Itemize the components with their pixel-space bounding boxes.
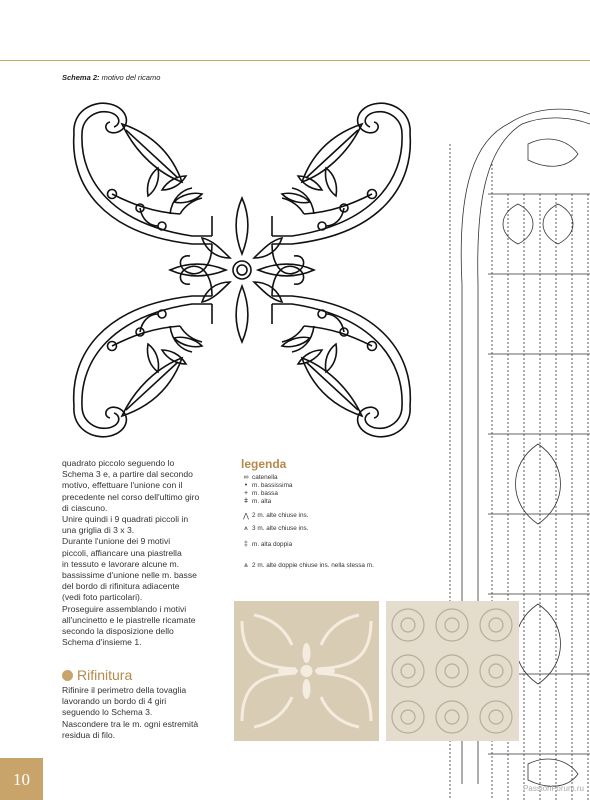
legend-label: 2 m. alte doppie chiuse ins. nella stessa m.: [252, 562, 374, 569]
legend-item: [240, 474, 278, 481]
body-line: secondo la disposizione dello: [62, 626, 174, 637]
finishing-text: [62, 685, 222, 741]
slip-stitch-icon: •: [244, 482, 248, 489]
treble-crochet-icon: ‡: [244, 541, 248, 548]
finishing-line: residua di filo.: [62, 729, 116, 740]
section-title: [62, 667, 132, 683]
body-line: quadrato piccolo seguendo lo: [62, 458, 175, 468]
legend-item: [240, 490, 278, 497]
body-line: una griglia di 3 x 3.: [62, 525, 135, 536]
double-crochet-icon: ǂ: [243, 498, 249, 505]
legend-item: [240, 541, 292, 548]
body-line: Schema 3 e, a partire dal secondo: [62, 469, 193, 480]
body-line: bassissime d'unione nelle m. basse: [62, 570, 197, 581]
page-number: 10: [13, 770, 30, 789]
body-line: di ciascuno.: [62, 502, 108, 513]
finishing-line: lavorando un bordo di 4 giri: [62, 696, 167, 707]
body-line: (vedi foto particolari).: [62, 592, 143, 603]
tr2tog-icon: ⩓: [244, 562, 248, 569]
embroidered-tile-photo: [234, 601, 379, 741]
crochet-lace-photo: [386, 601, 519, 741]
body-line: precedente nel corso dell'ultimo giro: [62, 491, 200, 502]
legend-label: 3 m. alte chiuse ins.: [252, 525, 309, 532]
finishing-line: Rifinire il perimetro della tovaglia: [62, 685, 187, 695]
body-text: [62, 458, 222, 648]
body-line: piccoli, affiancare una piastrella: [62, 547, 182, 558]
legend-label: 2 m. alte chiuse ins.: [252, 512, 309, 519]
body-line: del bordo di rifinitura adiacente: [62, 581, 180, 592]
body-line: Schema d'insieme 1.: [62, 637, 142, 648]
legend-item: [240, 498, 271, 505]
legend-label: m. alta doppia: [252, 541, 293, 548]
body-line: Unire quindi i 9 quadrati piccoli in: [62, 514, 189, 525]
legend-label: m. bassa: [252, 490, 278, 497]
bullet-dot-icon: [62, 670, 73, 681]
single-crochet-icon: +: [243, 490, 249, 497]
legend-item: [240, 525, 308, 533]
body-line: in tessuto e lavorare alcune m.: [62, 558, 180, 569]
finishing-line: Nascondere tra le m. ogni estremità: [62, 718, 199, 729]
top-rule: [0, 60, 590, 61]
caption-text: motivo del ricamo: [99, 73, 161, 82]
legend-item: [240, 512, 308, 520]
figure-caption: [62, 73, 160, 82]
chain-stitch-icon: ∞: [243, 474, 249, 481]
legend-item: [240, 562, 374, 570]
legend-label: catenella: [252, 474, 278, 481]
caption-label: Schema 2:: [62, 73, 100, 82]
dc2tog-icon: ⋀: [243, 513, 249, 520]
legend-label: m. alta: [252, 498, 272, 505]
body-line: Proseguire assemblando i motivi: [62, 603, 187, 614]
watermark: PassionForum.ru: [523, 784, 584, 793]
dc3tog-icon: ⩚: [244, 525, 248, 532]
legend-label: m. bassissima: [252, 482, 293, 489]
legend-item: [240, 482, 292, 489]
legend-title: legenda: [241, 457, 287, 471]
body-line: Durante l'unione dei 9 motivi: [62, 536, 171, 547]
body-line: all'uncinetto e le piastrelle ricamate: [62, 614, 196, 625]
body-line: motivo, effettuare l'unione con il: [62, 480, 183, 491]
section-title-text: Rifinitura: [77, 667, 133, 683]
finishing-line: seguendo lo Schema 3.: [62, 707, 153, 718]
embroidery-motif-diagram: [62, 94, 422, 446]
